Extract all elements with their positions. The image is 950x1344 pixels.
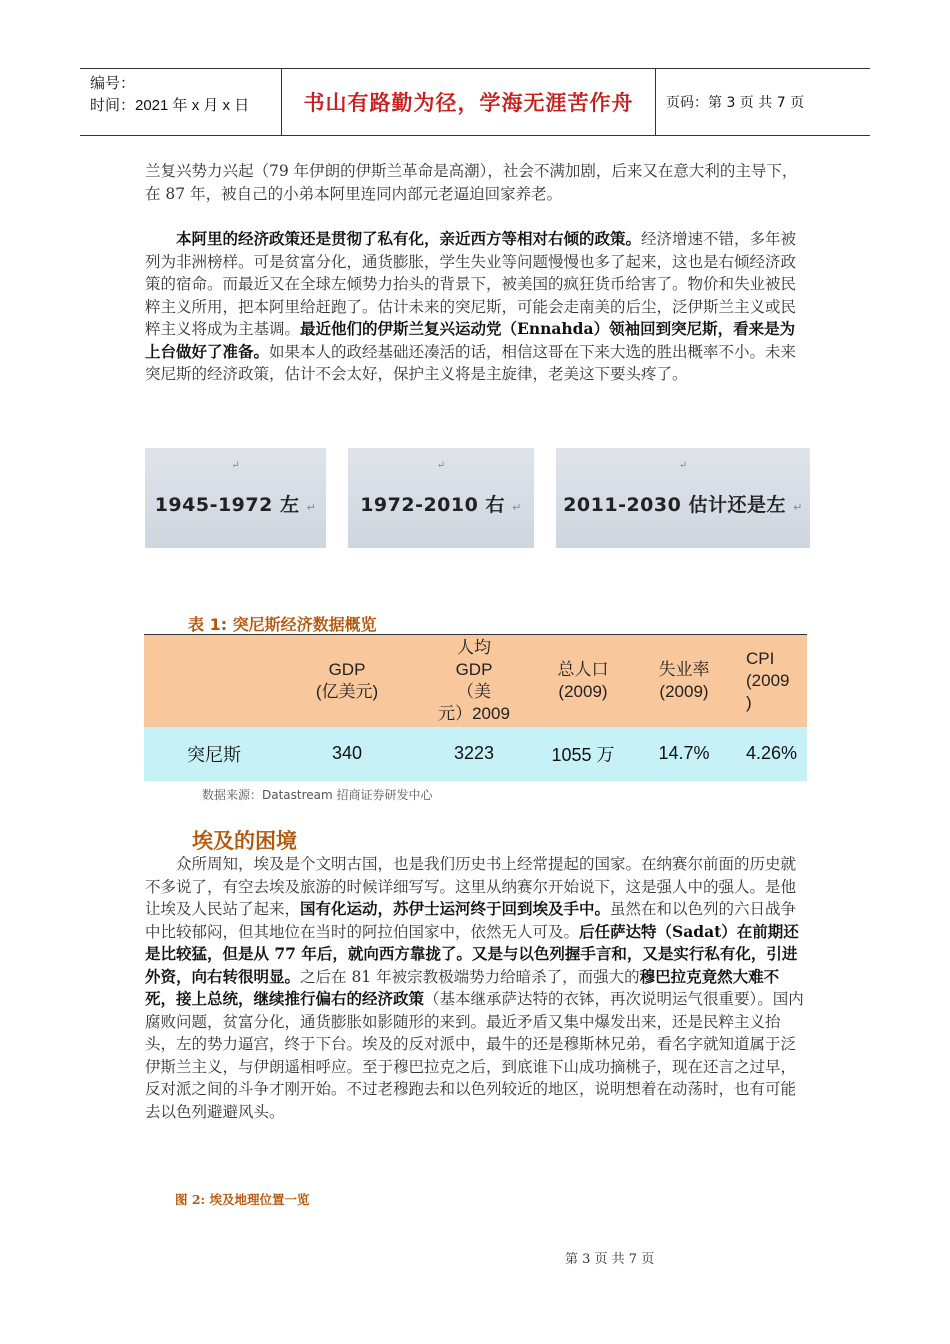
phase-1 xyxy=(145,448,326,548)
return-mark-icon: ↵ xyxy=(512,500,522,514)
phase-gap xyxy=(534,448,556,548)
egypt-text-4: （基本继承萨达特的衣钵，再次说明运气很重要）。国内腐败问题，贫富分化，通货膨胀如影随形的来到。最近矛盾又集中爆发出来，还是民粹主义抬头，左的势力逼宫，终于下台。埃及的反对派中，最牛的还是穆斯林兄弟，看名字就知道属于泛伊斯兰主义，与伊朗遥相呼应。至于穆巴拉克之后，到底谁下山成功摘桃子，现在还言之过早，反对派之间的斗争才刚开始。不过老穆跑去和以色列较近的地区，说明想着在动荡时，也有可能去以色列避避风头。 xyxy=(145,990,804,1121)
table-header-cell xyxy=(628,635,740,727)
table-header-row xyxy=(144,635,807,727)
page-footer: 第 3 页 共 7 页 xyxy=(565,1252,655,1267)
return-mark-icon: ↵ xyxy=(793,500,803,514)
header-population: 总人口 (2009) xyxy=(557,659,609,701)
header-gdp-per-capita: 人均 GDP （美 元）2009 xyxy=(438,637,510,723)
phase-1-label: 1945-1972 左 xyxy=(154,493,300,516)
economic-data-table xyxy=(144,634,807,781)
number-label: 编号： xyxy=(90,75,136,92)
table-header-cell xyxy=(284,635,410,727)
section-title: 埃及的困境 xyxy=(192,829,297,853)
return-mark-icon: ↵ xyxy=(678,460,688,471)
table-source: 数据来源：Datastream 招商证券研发中心 xyxy=(202,788,433,802)
phase-gap xyxy=(326,448,348,548)
header-gdp: GDP (亿美元) xyxy=(315,659,379,701)
page-header xyxy=(80,68,870,136)
egypt-text-1: 众所周知，埃及是个文明古国，也是我们历史书上经常提起的国家。在纳赛尔前面的历史就不多说了，有空去埃及旅游的时候详细写写。这里从纳赛尔开始说下，这是强人中的强人。是他让埃及人民站了起来， xyxy=(145,855,797,918)
egypt-text-3: 之后在 81 年被宗教极端势力给暗杀了，而强大的 xyxy=(300,967,640,986)
table-header-cell xyxy=(740,635,807,727)
row-unemployment: 14.7% xyxy=(628,727,740,781)
table-header-cell xyxy=(144,635,284,727)
policy-bold-1: 本阿里的经济政策还是贯彻了私有化，亲近西方等相对右倾的政策。 xyxy=(176,229,642,248)
egypt-bold-2: 后任萨达特（Sadat）在前期还是比较猛，但是从 77 年后，就向西方靠拢了。又是与以色列握手言和，又是实行私有化，引进外资，向右转很明显。 xyxy=(145,921,799,986)
phase-2 xyxy=(348,448,534,548)
phase-diagram xyxy=(145,448,810,548)
intro-paragraph: 兰复兴势力兴起（79 年伊朗的伊斯兰革命是高潮），社会不满加剧，后来又在意大利的主导下，在 87 年，被自己的小弟本阿里连同内部元老逼迫回家养老。 xyxy=(145,162,798,203)
row-population: 1055 万 xyxy=(538,727,628,781)
egypt-text-2: 虽然在和以色列的六日战争中比较郁闷，但其地位在当时的阿拉伯国家中，依然无人可及。 xyxy=(145,900,797,941)
egypt-bold-3: 穆巴拉克竟然大难不死，接上总统，继续推行偏右的经济政策 xyxy=(145,966,780,1008)
row-gdp: 340 xyxy=(284,727,410,781)
policy-text-1: 经济增速不错，多年被列为非洲榜样。可是贫富分化，通货膨胀，学生失业等问题慢慢也多了起来，这也是右倾经济政策的宿命。而最近又在全球左倾势力抬头的背景下，被美国的疯狂货币给害了。物价和失业被民粹主义所用，把本阿里给赶跑了。估计未来的突尼斯，可能会走南美的后尘，泛伊斯兰主义或民粹主义将成为主基调。 xyxy=(145,230,797,338)
table-header-cell xyxy=(538,635,628,727)
table-header-cell xyxy=(410,635,538,727)
table-title: 表 1: 突尼斯经济数据概览 xyxy=(188,615,377,634)
header-unemployment: 失业率 (2009) xyxy=(658,659,710,701)
egypt-paragraph xyxy=(145,853,805,1123)
header-meta xyxy=(80,69,281,135)
header-page-info: 页码：第 3 页 共 7 页 xyxy=(666,95,805,111)
header-cpi: CPI (2009 ) xyxy=(746,648,790,712)
row-gdp-per-capita: 3223 xyxy=(410,727,538,781)
egypt-bold-1: 国有化运动，苏伊士运河终于回到埃及手中。 xyxy=(300,899,611,918)
return-mark-icon: ↵ xyxy=(231,460,240,471)
phase-3-label: 2011-2030 估计还是左 xyxy=(563,493,786,516)
policy-text-2: 如果本人的政经基础还凑活的话，相信这哥在下来大选的胜出概率不小。未来突尼斯的经济政策，估计不会太好，保护主义将是主旋律，老美这下要头疼了。 xyxy=(145,342,797,383)
return-mark-icon: ↵ xyxy=(306,500,317,514)
policy-paragraph xyxy=(145,228,805,386)
row-country: 突尼斯 xyxy=(144,727,284,781)
row-cpi: 4.26% xyxy=(740,727,807,781)
phase-3 xyxy=(556,448,810,548)
figure-title: 图 2: 埃及地理位置一览 xyxy=(175,1192,310,1207)
table-row xyxy=(144,727,807,781)
phase-2-label: 1972-2010 右 xyxy=(360,493,505,516)
policy-bold-2: 最近他们的伊斯兰复兴运动党（Ennahda）领袖回到突尼斯，看来是为上台做好了准备。 xyxy=(145,319,796,361)
header-motto: 书山有路勤为径，学海无涯苦作舟 xyxy=(281,69,656,135)
return-mark-icon: ↵ xyxy=(436,460,446,471)
time-label: 时间：2021 年 x 月 x 日 xyxy=(90,97,250,114)
